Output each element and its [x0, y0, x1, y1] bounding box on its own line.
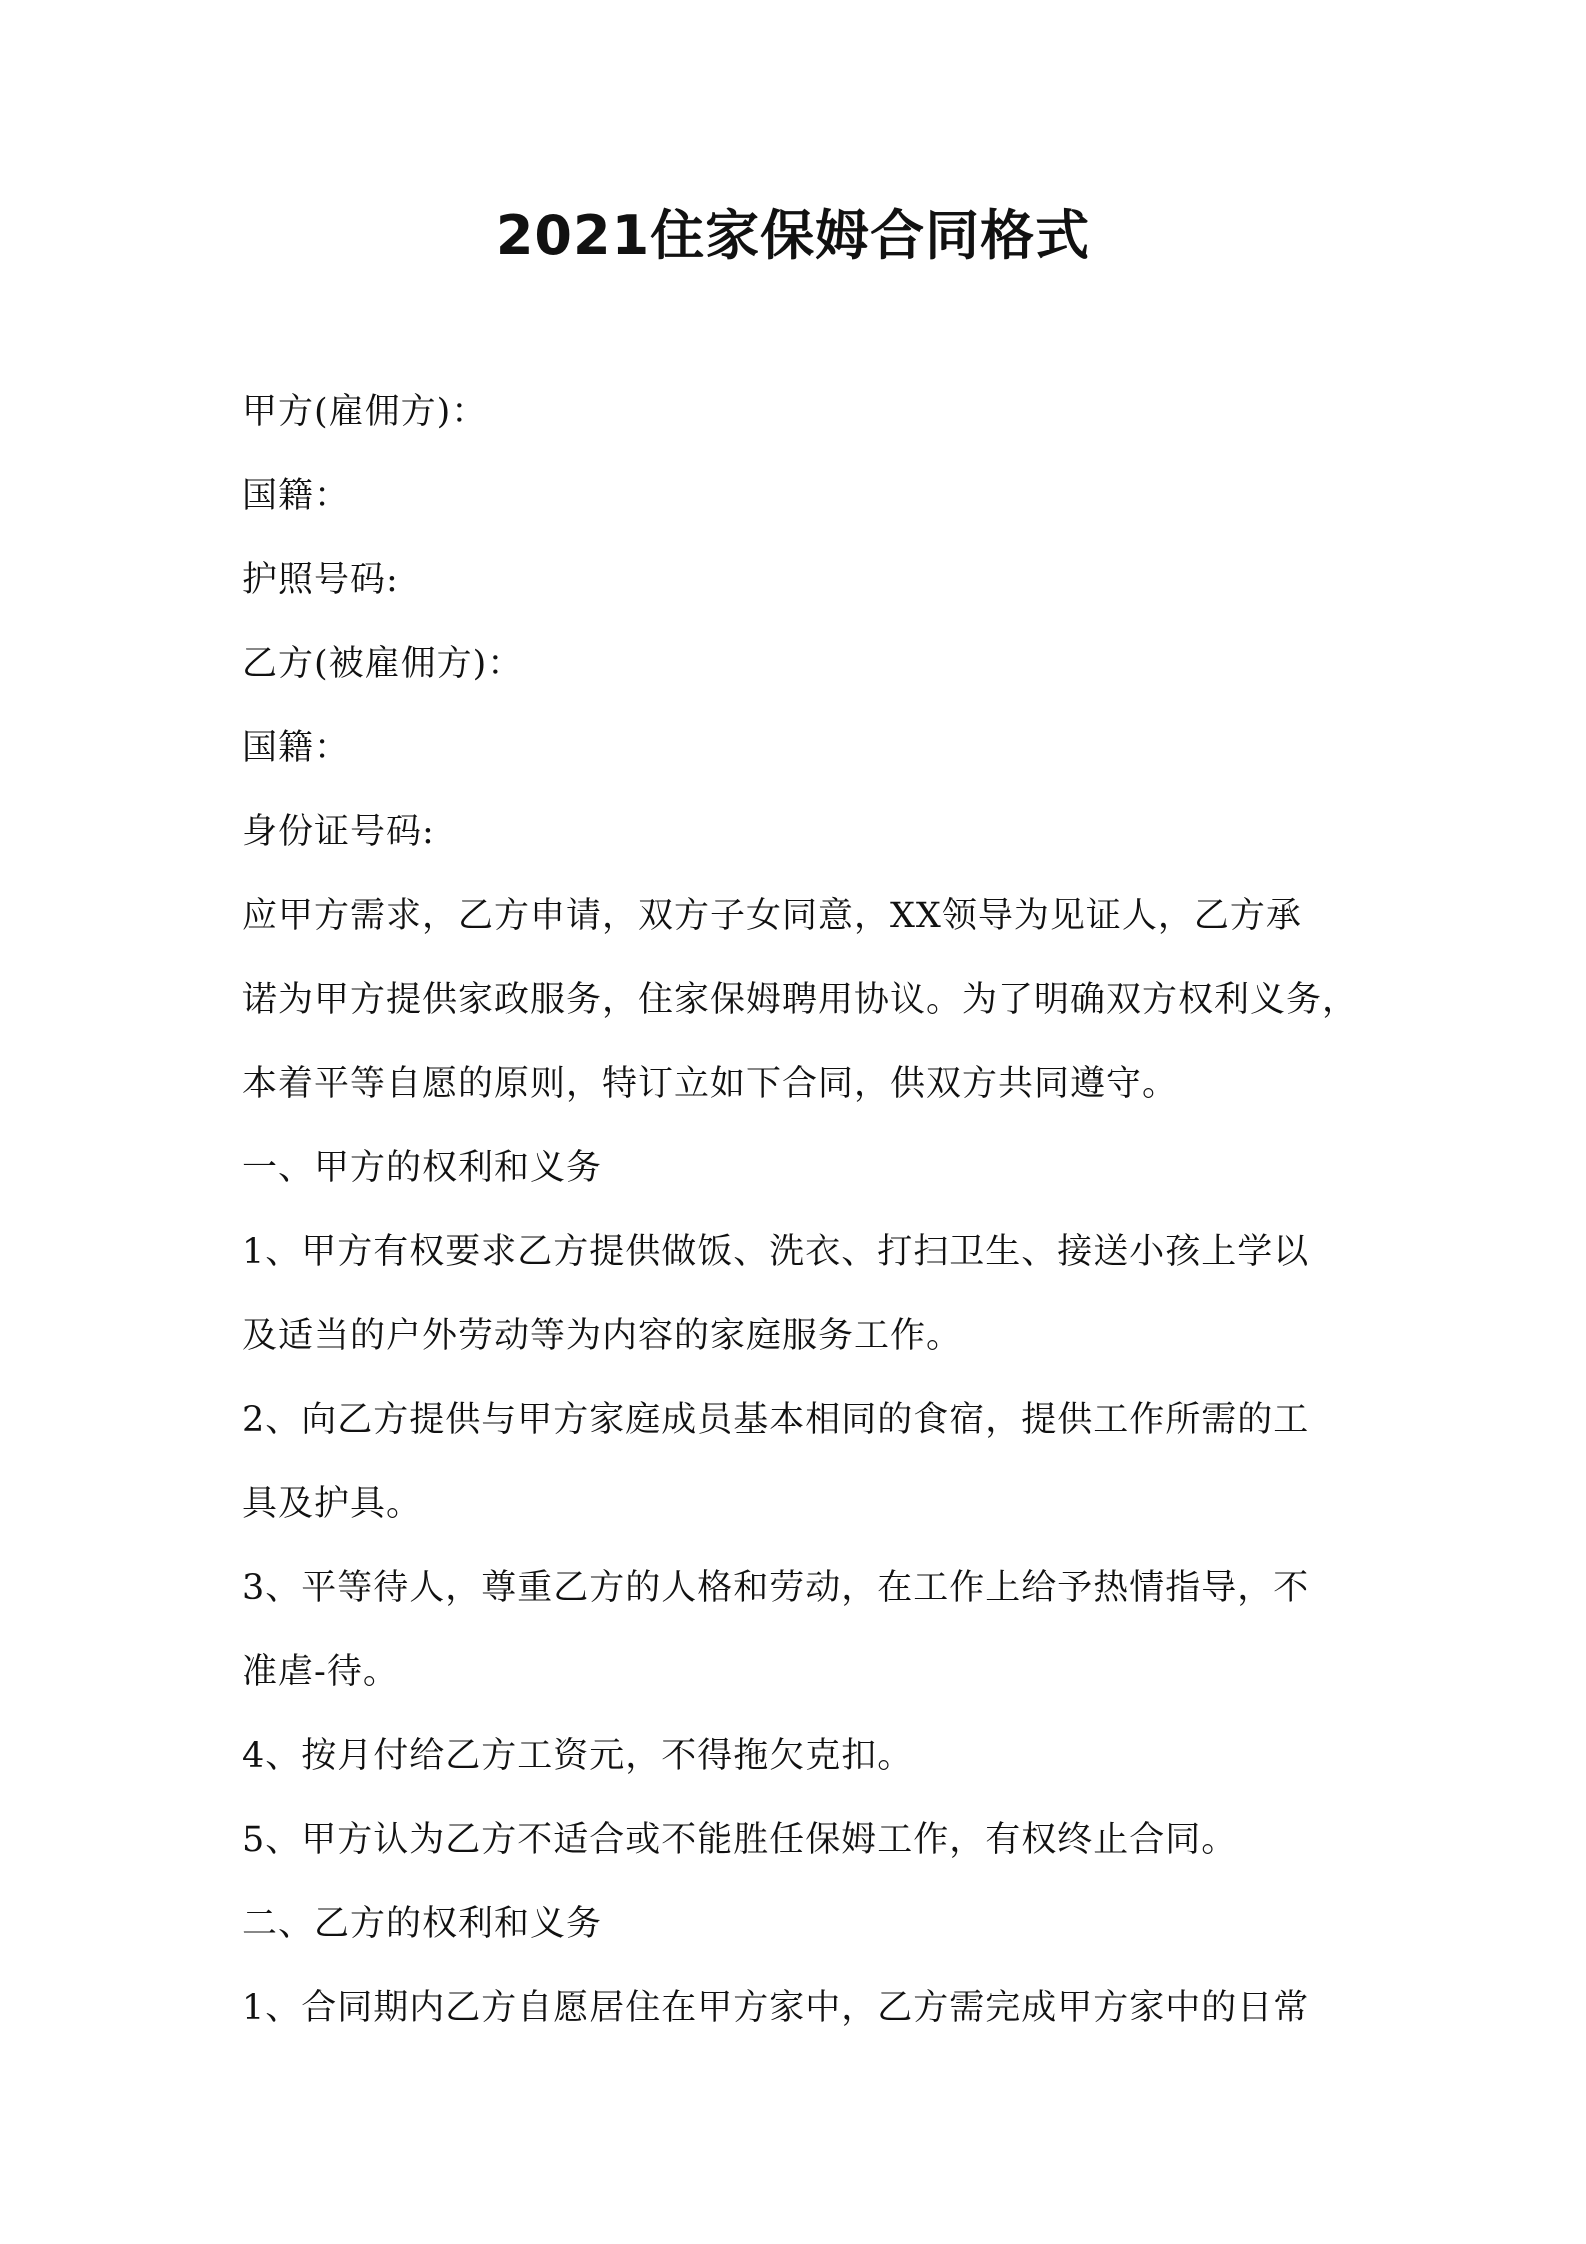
section-heading-employee: 二、乙方的权利和义务 — [242, 1904, 603, 1944]
passport-number-field: 护照号码: — [242, 560, 399, 600]
id-number-field: 身份证号码: — [242, 812, 435, 852]
clause-line: 5、甲方认为乙方不适合或不能胜任保姆工作，有权终止合同。 — [242, 1820, 1238, 1860]
clause-line: 2、向乙方提供与甲方家庭成员基本相同的食宿，提供工作所需的工 — [242, 1400, 1310, 1440]
intro-paragraph-line: 本着平等自愿的原则，特订立如下合同，供双方共同遵守。 — [242, 1064, 1179, 1104]
intro-paragraph-line: 应甲方需求，乙方申请，双方子女同意，XX领导为见证人，乙方承 — [242, 896, 1302, 936]
clause-line: 具及护具。 — [242, 1484, 423, 1524]
clause-line: 及适当的户外劳动等为内容的家庭服务工作。 — [242, 1316, 963, 1356]
clause-line: 1、合同期内乙方自愿居住在甲方家中，乙方需完成甲方家中的日常 — [242, 1988, 1310, 2028]
clause-line: 准虐-待。 — [242, 1652, 399, 1692]
clause-line: 4、按月付给乙方工资元，不得拖欠克扣。 — [242, 1736, 914, 1776]
intro-paragraph-line: 诺为甲方提供家政服务，住家保姆聘用协议。为了明确双方权利义务， — [242, 980, 1359, 1020]
document-title: 2021住家保姆合同格式 — [495, 204, 1091, 267]
clause-line: 1、甲方有权要求乙方提供做饭、洗衣、打扫卫生、接送小孩上学以 — [242, 1232, 1310, 1272]
section-heading-employer: 一、甲方的权利和义务 — [242, 1148, 603, 1188]
employee-field: 乙方(被雇佣方)： — [242, 644, 524, 684]
employer-nationality-field: 国籍： — [242, 476, 351, 516]
document-body — [242, 370, 1359, 2050]
employee-nationality-field: 国籍： — [242, 728, 351, 768]
clause-line: 3、平等待人，尊重乙方的人格和劳动，在工作上给予热情指导，不 — [242, 1568, 1310, 1608]
employer-field: 甲方(雇佣方)： — [242, 392, 488, 432]
